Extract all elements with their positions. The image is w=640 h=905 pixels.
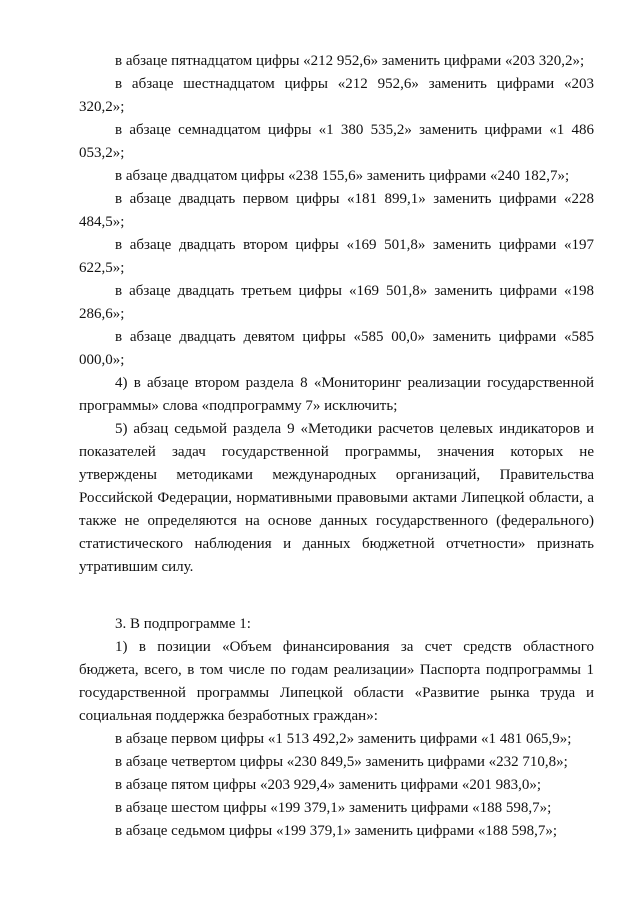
paragraph-seventh: в абзаце седьмом цифры «199 379,1» заменить цифрами «188 598,7»; (115, 823, 558, 839)
paragraph-fifth: в абзаце пятом цифры «203 929,4» заменить цифрами «201 983,0»; (115, 777, 542, 793)
paragraph-21st: в абзаце двадцать первом цифры «181 899,1» заменить цифрами «228 484,5»; (79, 191, 594, 230)
paragraph-23rd: в абзаце двадцать третьем цифры «169 501,8» заменить цифрами «198 286,6»; (79, 283, 594, 322)
item-4-monitoring: 4) в абзаце втором раздела 8 «Мониторинг реализации государственной программы» слова «подпрограмму 7» исключить; (79, 375, 594, 414)
section-heading: 3. В подпрограмме 1: (115, 616, 251, 632)
paragraph-17th: в абзаце семнадцатом цифры «1 380 535,2» заменить цифрами «1 486 053,2»; (79, 122, 594, 161)
paragraph-fourth: в абзаце четвертом цифры «230 849,5» заменить цифрами «232 710,8»; (115, 754, 568, 770)
paragraph-20th: в абзаце двадцатом цифры «238 155,6» заменить цифрами «240 182,7»; (115, 168, 570, 184)
paragraph-15th: в абзаце пятнадцатом цифры «212 952,6» заменить цифрами «203 320,2»; (115, 53, 585, 69)
item-5-methodology: 5) абзац седьмой раздела 9 «Методики расчетов целевых индикаторов и показателей задач государственной программы, значения которых не утверждены методиками международных организаций, Правительства Российской Федерации, нормативными правовыми актами Липецкой области, а также не определяются на основе данных государственного (федерального) статистического наблюдения и данных бюджетной отчетности» признать утратившим силу. (79, 421, 594, 575)
paragraph-sixth: в абзаце шестом цифры «199 379,1» заменить цифрами «188 598,7»; (115, 800, 552, 816)
paragraph-29th: в абзаце двадцать девятом цифры «585 00,0» заменить цифрами «585 000,0»; (79, 329, 594, 368)
paragraph-16th: в абзаце шестнадцатом цифры «212 952,6» заменить цифрами «203 320,2»; (79, 76, 594, 115)
section-spacer (79, 579, 594, 613)
document-body (79, 50, 594, 843)
paragraph-22nd: в абзаце двадцать втором цифры «169 501,8» заменить цифрами «197 622,5»; (79, 237, 594, 276)
paragraph-first: в абзаце первом цифры «1 513 492,2» заменить цифрами «1 481 065,9»; (115, 731, 572, 747)
item-1-financing: 1) в позиции «Объем финансирования за счет средств областного бюджета, всего, в том числе по годам реализации» Паспорта подпрограммы 1 государственной программы Липецкой области «Развитие рынка труда и социальная поддержка безработных граждан»: (79, 639, 594, 724)
